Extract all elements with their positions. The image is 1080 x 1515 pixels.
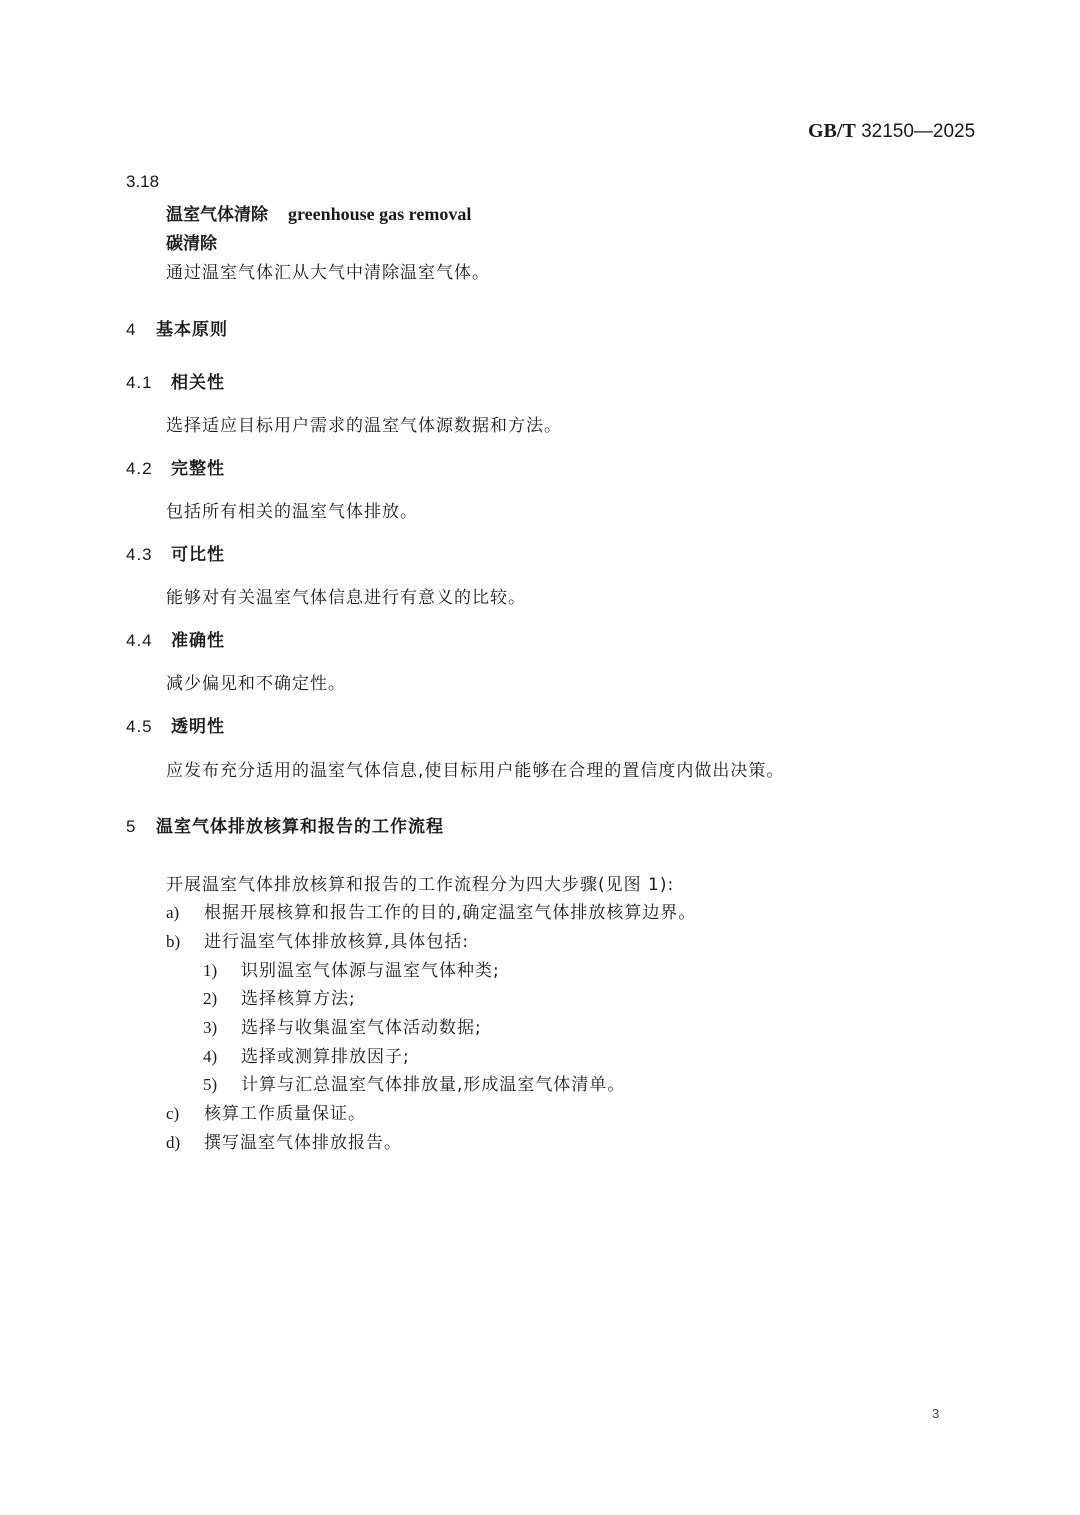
list-item-text: 核算工作质量保证。 [204, 1104, 366, 1124]
list-marker: a) [166, 903, 180, 922]
term-definition: 通过温室气体汇从大气中清除温室气体。 [166, 263, 490, 283]
sub-list-item [203, 956, 500, 981]
subsection-title: 准确性 [171, 631, 225, 651]
section-title: 温室气体排放核算和报告的工作流程 [156, 817, 444, 837]
page-number: 3 [932, 1406, 940, 1421]
sub-list-item [203, 1070, 625, 1095]
term-name-en: greenhouse gas removal [288, 204, 472, 224]
subsection-heading [126, 712, 225, 737]
list-item [166, 898, 696, 923]
list-item-text: 根据开展核算和报告工作的目的,确定温室气体排放核算边界。 [204, 903, 697, 923]
list-item-text: 计算与汇总温室气体排放量,形成温室气体清单。 [241, 1075, 626, 1095]
list-item-text: 选择或测算排放因子; [241, 1047, 410, 1067]
subsection-title: 相关性 [171, 373, 225, 393]
list-marker: 3) [203, 1018, 218, 1037]
subsection-number: 4.4 [126, 631, 153, 650]
term-name-zh: 温室气体清除 [166, 205, 268, 225]
subsection-number: 4.5 [126, 717, 153, 736]
section-intro: 开展温室气体排放核算和报告的工作流程分为四大步骤(见图 1): [166, 875, 675, 895]
list-marker: 1) [203, 961, 218, 980]
subsection-heading [126, 540, 225, 565]
subsection-text: 应发布充分适用的温室气体信息,使目标用户能够在合理的置信度内做出决策。 [166, 761, 785, 781]
section-number: 4 [126, 320, 137, 339]
list-marker: b) [166, 932, 181, 951]
subsection-heading [126, 626, 225, 651]
list-marker: 4) [203, 1047, 218, 1066]
term-number: 3.18 [126, 172, 160, 191]
subsection-heading [126, 368, 225, 393]
list-item-text: 选择核算方法; [241, 989, 356, 1009]
standard-number-value: 32150—2025 [861, 121, 976, 142]
subsection-text: 包括所有相关的温室气体排放。 [166, 502, 418, 522]
list-marker: 5) [203, 1075, 218, 1094]
term-synonym: 碳清除 [166, 234, 217, 254]
list-marker: 2) [203, 989, 218, 1008]
list-item [166, 927, 469, 952]
section-number: 5 [126, 817, 137, 836]
section-heading [126, 315, 228, 340]
list-item-text: 撰写温室气体排放报告。 [204, 1133, 402, 1153]
sub-list-item [203, 1042, 410, 1067]
list-item-text: 选择与收集温室气体活动数据; [241, 1018, 482, 1038]
standard-code: GB/T [808, 120, 856, 142]
list-item-text: 识别温室气体源与温室气体种类; [241, 961, 500, 981]
list-item [166, 1099, 366, 1124]
subsection-heading [126, 454, 225, 479]
standard-number [808, 120, 975, 143]
subsection-number: 4.1 [126, 373, 153, 392]
section-title: 基本原则 [156, 320, 228, 340]
sub-list-item [203, 984, 356, 1009]
list-item [166, 1128, 402, 1153]
subsection-text: 选择适应目标用户需求的温室气体源数据和方法。 [166, 416, 562, 436]
subsection-title: 完整性 [171, 459, 225, 479]
sub-list-item [203, 1013, 482, 1038]
list-marker: c) [166, 1104, 180, 1123]
list-marker: d) [166, 1133, 181, 1152]
list-item-text: 进行温室气体排放核算,具体包括: [204, 932, 470, 952]
subsection-number: 4.3 [126, 545, 153, 564]
subsection-number: 4.2 [126, 459, 153, 478]
subsection-text: 减少偏见和不确定性。 [166, 674, 346, 694]
subsection-title: 透明性 [171, 717, 225, 737]
section-heading [126, 812, 444, 837]
subsection-title: 可比性 [171, 545, 225, 565]
term-heading [166, 200, 471, 225]
subsection-text: 能够对有关温室气体信息进行有意义的比较。 [166, 588, 526, 608]
